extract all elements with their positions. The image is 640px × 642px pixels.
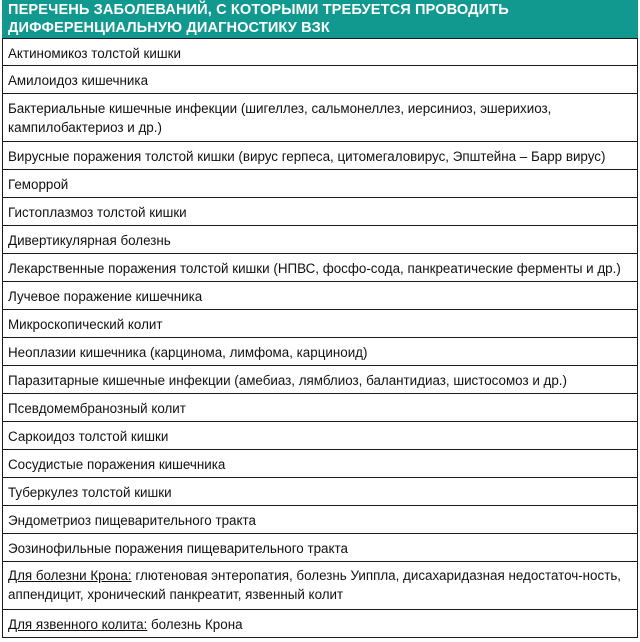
table-row: Гистоплазмоз толстой кишки: [3, 198, 637, 226]
table-row: Микроскопический колит: [3, 310, 637, 338]
differential-diagnosis-table: [2, 0, 638, 638]
uc-label: Для язвенного колита:: [8, 617, 148, 632]
table-row: Лучевое поражение кишечника: [3, 282, 637, 310]
table-row: Бактериальные кишечные инфекции (шигеллез, сальмонеллез, иерсиниоз, эшерихиоз, кампилобактериоз и др.): [3, 94, 637, 142]
table-row: Неоплазии кишечника (карцинома, лимфома, карциноид): [3, 338, 637, 366]
table-body: [2, 38, 638, 638]
table-row: Дивертикулярная болезнь: [3, 226, 637, 254]
table-header: [2, 0, 638, 38]
table-row-crohn: [3, 562, 637, 610]
header-title-line-1: ПЕРЕЧЕНЬ ЗАБОЛЕВАНИЙ, С КОТОРЫМИ ТРЕБУЕТСЯ ПРОВОДИТЬ: [8, 2, 509, 18]
table-row: Эозинофильные поражения пищеварительного тракта: [3, 534, 637, 562]
table-row: Эндометриоз пищеварительного тракта: [3, 506, 637, 534]
uc-text: болезнь Крона: [147, 617, 243, 632]
table-row: Актиномикоз толстой кишки: [3, 38, 637, 66]
table-row: Вирусные поражения толстой кишки (вирус герпеса, цитомегаловирус, Эпштейна – Барр вирус): [3, 142, 637, 170]
crohn-label: Для болезни Крона:: [8, 568, 132, 583]
table-row: Паразитарные кишечные инфекции (амебиаз, лямблиоз, балантидиаз, шистосомоз и др.): [3, 366, 637, 394]
table-row-uc: [3, 610, 637, 638]
table-row: Сосудистые поражения кишечника: [3, 450, 637, 478]
table-row: Амилоидоз кишечника: [3, 66, 637, 94]
table-row: Туберкулез толстой кишки: [3, 478, 637, 506]
table-row: Саркоидоз толстой кишки: [3, 422, 637, 450]
crohn-text: глютеновая энтеропатия, болезнь Уиппла, дисахаридазная недостаточ-ность, аппендицит, хронический панкреатит, язвенный колит: [8, 568, 622, 602]
table-row: Лекарственные поражения толстой кишки (НПВС, фосфо-сода, панкреатические ферменты и др.): [3, 254, 637, 282]
table-row: Псевдомембранозный колит: [3, 394, 637, 422]
table-row: Геморрой: [3, 170, 637, 198]
header-title-line-2: ДИФФЕРЕНЦИАЛЬНУЮ ДИАГНОСТИКУ ВЗК: [8, 20, 330, 36]
